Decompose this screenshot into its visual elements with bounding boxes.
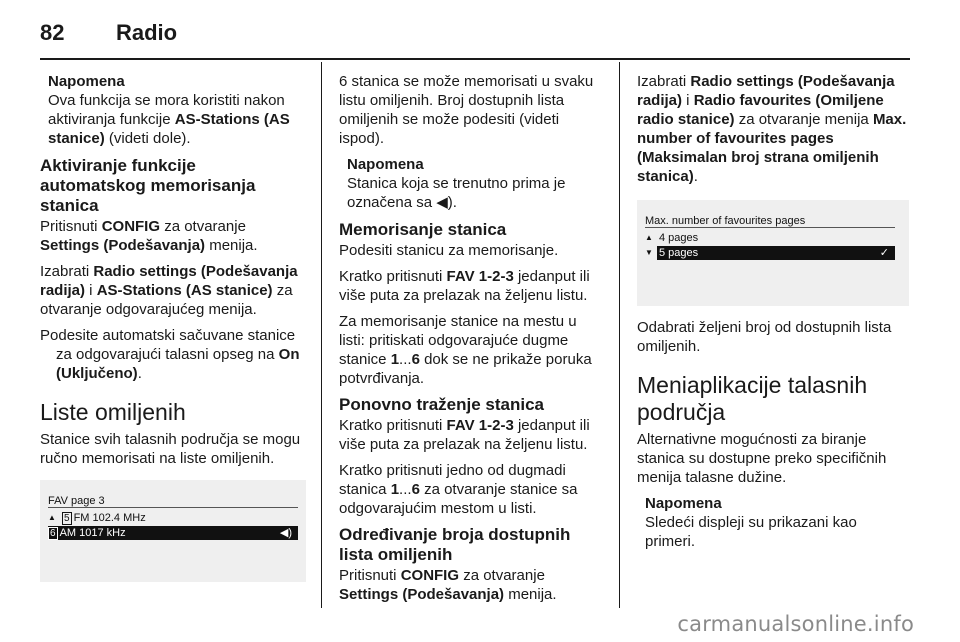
term: Radio favourites (Omiljene radio stanice) (637, 92, 884, 128)
text: Kratko pritisnuti jedno od dugmadi stanica (339, 462, 566, 498)
text: za otvaranje stanice sa odgovarajućim mestom u listi. (339, 481, 578, 517)
screen-row-selected (48, 526, 298, 540)
checkmark-icon: ✓ (879, 247, 889, 259)
paragraph: Stanice svih talasnih područja se mogu ručno memorisati na liste omiljenih. (40, 431, 301, 467)
paragraph: 6 stanica se može memorisati u svaku listu omiljenih. Broj dostupnih lista omiljenih se može podesiti (videti ispod). (339, 73, 594, 147)
text: Pritisnuti (40, 218, 102, 235)
text: Izabrati (637, 73, 691, 90)
heading-store: Memorisanje stanica (339, 220, 507, 239)
text: ... (399, 481, 412, 498)
term: FAV 1-2-3 (446, 268, 514, 285)
column-2 (339, 72, 605, 611)
arrow-up-icon: ▲ (645, 233, 653, 242)
text: Ova funkcija se mora koristiti nakon aktiviranja funkcije (48, 92, 285, 128)
note-text (48, 91, 304, 148)
heading-recall: Ponovno traženje stanica (339, 395, 544, 414)
text: i (85, 282, 97, 299)
note-text (347, 174, 605, 212)
text: menija. (504, 586, 557, 603)
text: . (137, 365, 142, 382)
paragraph: Alternativne mogućnosti za biranje stanica su dostupne preko specifičnih menija talasne dužine. (637, 431, 887, 486)
paragraph (339, 267, 605, 305)
text: Kratko pritisnuti (339, 417, 447, 434)
text: . (452, 194, 457, 211)
paragraph (339, 416, 605, 454)
note-title: Napomena (347, 156, 424, 173)
term: Max. number of favourites pages (Maksimalan broj strana omiljenih stanica) (637, 111, 907, 185)
term: FAV 1-2-3 (446, 417, 514, 434)
paragraph (339, 312, 605, 388)
text: i (682, 92, 694, 109)
paragraph (40, 262, 304, 319)
display-screenshot-fav-page (40, 480, 306, 582)
note-text: Sledeći displeji su prikazani kao primeri. (645, 514, 857, 550)
note-title: Napomena (48, 73, 125, 90)
paragraph: Podesiti stanicu za memorisanje. (339, 242, 559, 259)
text: . (693, 168, 698, 185)
text: Pritisnuti (339, 567, 401, 584)
term: 6 (411, 351, 420, 368)
term: Settings (Podešavanja) (339, 586, 505, 603)
text: Podesite automatski sačuvane stanice za odgovarajući talasni opseg na (40, 327, 296, 363)
heading-band-menus: Meniaplikacije talasnih područja (637, 372, 868, 425)
screen-row (48, 511, 298, 525)
term: 1 (390, 351, 400, 368)
term: CONFIG (400, 567, 460, 584)
term: Radio settings (Podešavanja radija) (40, 263, 298, 299)
term: Radio settings (Podešavanja radija) (637, 73, 895, 109)
preset-number: 6 (50, 528, 56, 539)
text: Stanica koja se trenutno prima je označena sa (347, 175, 566, 211)
text: za otvaranje (459, 567, 545, 584)
paragraph (40, 326, 304, 383)
watermark-footer: carmanualsonline.info (677, 612, 914, 636)
station-frequency: AM 1017 kHz (59, 527, 126, 539)
speaker-icon: ◀) (436, 194, 453, 211)
heading-auto-store: Aktiviranje funkcije automatskog memorisanja stanica (40, 156, 256, 215)
term: 1 (390, 481, 400, 498)
screen-row-selected (645, 246, 895, 260)
paragraph (339, 461, 605, 518)
paragraph (40, 217, 304, 255)
text: za otvaranje (160, 218, 246, 235)
heading-favourites: Liste omiljenih (40, 399, 186, 425)
station-frequency: FM 102.4 MHz (73, 512, 146, 524)
arrow-up-icon: ▲ (48, 513, 56, 522)
paragraph (637, 72, 909, 186)
text: Kratko pritisnuti (339, 268, 447, 285)
display-screenshot-favourites-pages (637, 200, 909, 306)
column-divider (321, 62, 322, 608)
term: AS-Stations (AS stanice) (96, 282, 273, 299)
text: za otvaranje odgovarajućeg menija. (40, 282, 293, 318)
page-header (40, 16, 910, 60)
term: AS-Stations (AS stanice) (48, 111, 290, 147)
text: ... (399, 351, 412, 368)
note (645, 494, 909, 551)
header-rule (40, 58, 910, 60)
screen-title: Max. number of favourites pages (645, 215, 806, 227)
screen-row-text (62, 511, 146, 526)
screen-row-text (48, 526, 126, 541)
text: dok se ne prikaže poruka potvrđivanja. (339, 351, 592, 387)
term: 6 (411, 481, 420, 498)
screen-rule (48, 507, 298, 508)
screen-rule (645, 227, 895, 228)
text: jedanput ili više puta za prelazak na željenu listu. (339, 268, 590, 304)
paragraph (339, 566, 605, 604)
heading-count: Određivanje broja dostupnih lista omiljenih (339, 525, 571, 564)
screen-row-text: 5 pages (659, 247, 699, 259)
column-1 (40, 72, 304, 594)
text: (videti dole). (104, 130, 191, 147)
speaker-icon: ◀) (279, 527, 292, 539)
note-title: Napomena (645, 495, 722, 512)
text: Izabrati (40, 263, 94, 280)
section-title: Radio (116, 20, 178, 45)
term: On (Uključeno) (56, 346, 300, 382)
column-3 (637, 72, 909, 559)
text: za otvaranje menija (734, 111, 873, 128)
term: Settings (Podešavanja) (40, 237, 206, 254)
note (347, 155, 605, 212)
page-number: 82 (40, 20, 65, 45)
text: Za memorisanje stanice na mestu u listi: pritiskati odgovarajuće dugme stanice (339, 313, 577, 368)
text: jedanput ili više puta za prelazak na željenu listu. (339, 417, 590, 453)
screen-row (645, 231, 895, 245)
term: CONFIG (101, 218, 161, 235)
arrow-down-icon: ▼ (645, 248, 653, 257)
text: menija. (205, 237, 258, 254)
preset-number: 5 (64, 513, 70, 524)
screen-title: FAV page 3 (48, 495, 105, 507)
note (48, 72, 304, 148)
column-divider (619, 62, 620, 608)
screen-row-text: 4 pages (659, 232, 699, 244)
paragraph: Odabrati željeni broj od dostupnih lista omiljenih. (637, 319, 892, 355)
